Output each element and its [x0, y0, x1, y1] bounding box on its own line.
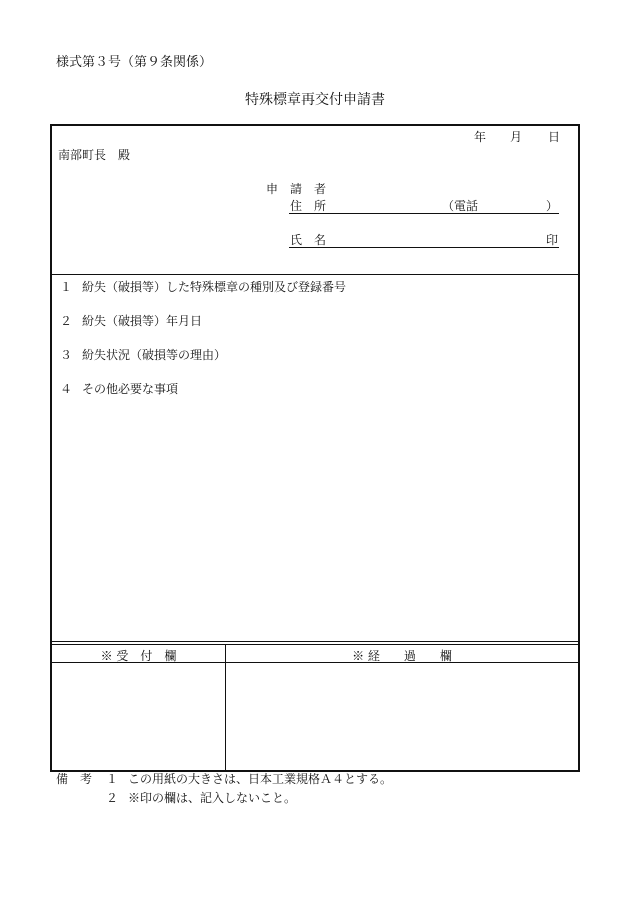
remark-line: 備 考 １ この用紙の大きさは、日本工業規格Ａ４とする。 [56, 772, 393, 786]
reception-field[interactable] [52, 663, 224, 770]
address-underline [289, 213, 559, 214]
date-day-label: 日 [548, 130, 561, 144]
remarks-label: 備 考 [56, 772, 93, 786]
form-frame [50, 124, 580, 772]
address-label: 住 所 [290, 199, 327, 213]
list-item: １ 紛失（破損等）した特殊標章の種別及び登録番号 [60, 280, 347, 294]
applicant-label: 申 請 者 [266, 182, 327, 196]
date-month-label: 月 [510, 130, 523, 144]
list-item: ３ 紛失状況（破損等の理由） [60, 348, 227, 362]
phone-label: （電話 [442, 199, 479, 213]
remarks [56, 770, 392, 808]
table-top-line-2 [52, 644, 578, 645]
list-item: ４ その他必要な事項 [60, 382, 179, 396]
seal-label: 印 [546, 233, 559, 247]
remark-line: ２ ※印の欄は、記入しないこと。 [106, 791, 297, 805]
name-label: 氏 名 [290, 233, 327, 247]
table-top-line-1 [52, 641, 578, 642]
document-title: 特殊標章再交付申請書 [245, 92, 385, 108]
progress-column-header: ※ 経 過 欄 [352, 649, 452, 663]
progress-field[interactable] [226, 663, 578, 770]
addressee: 南部町長 殿 [58, 148, 131, 162]
name-underline [289, 247, 559, 248]
list-item: ２ 紛失（破損等）年月日 [60, 314, 203, 328]
section-divider [52, 274, 578, 275]
date-year-label: 年 [474, 130, 487, 144]
form-number-label: 様式第３号（第９条関係） [56, 55, 213, 70]
phone-close: ） [546, 199, 559, 213]
reception-column-header: ※ 受 付 欄 [100, 649, 177, 663]
